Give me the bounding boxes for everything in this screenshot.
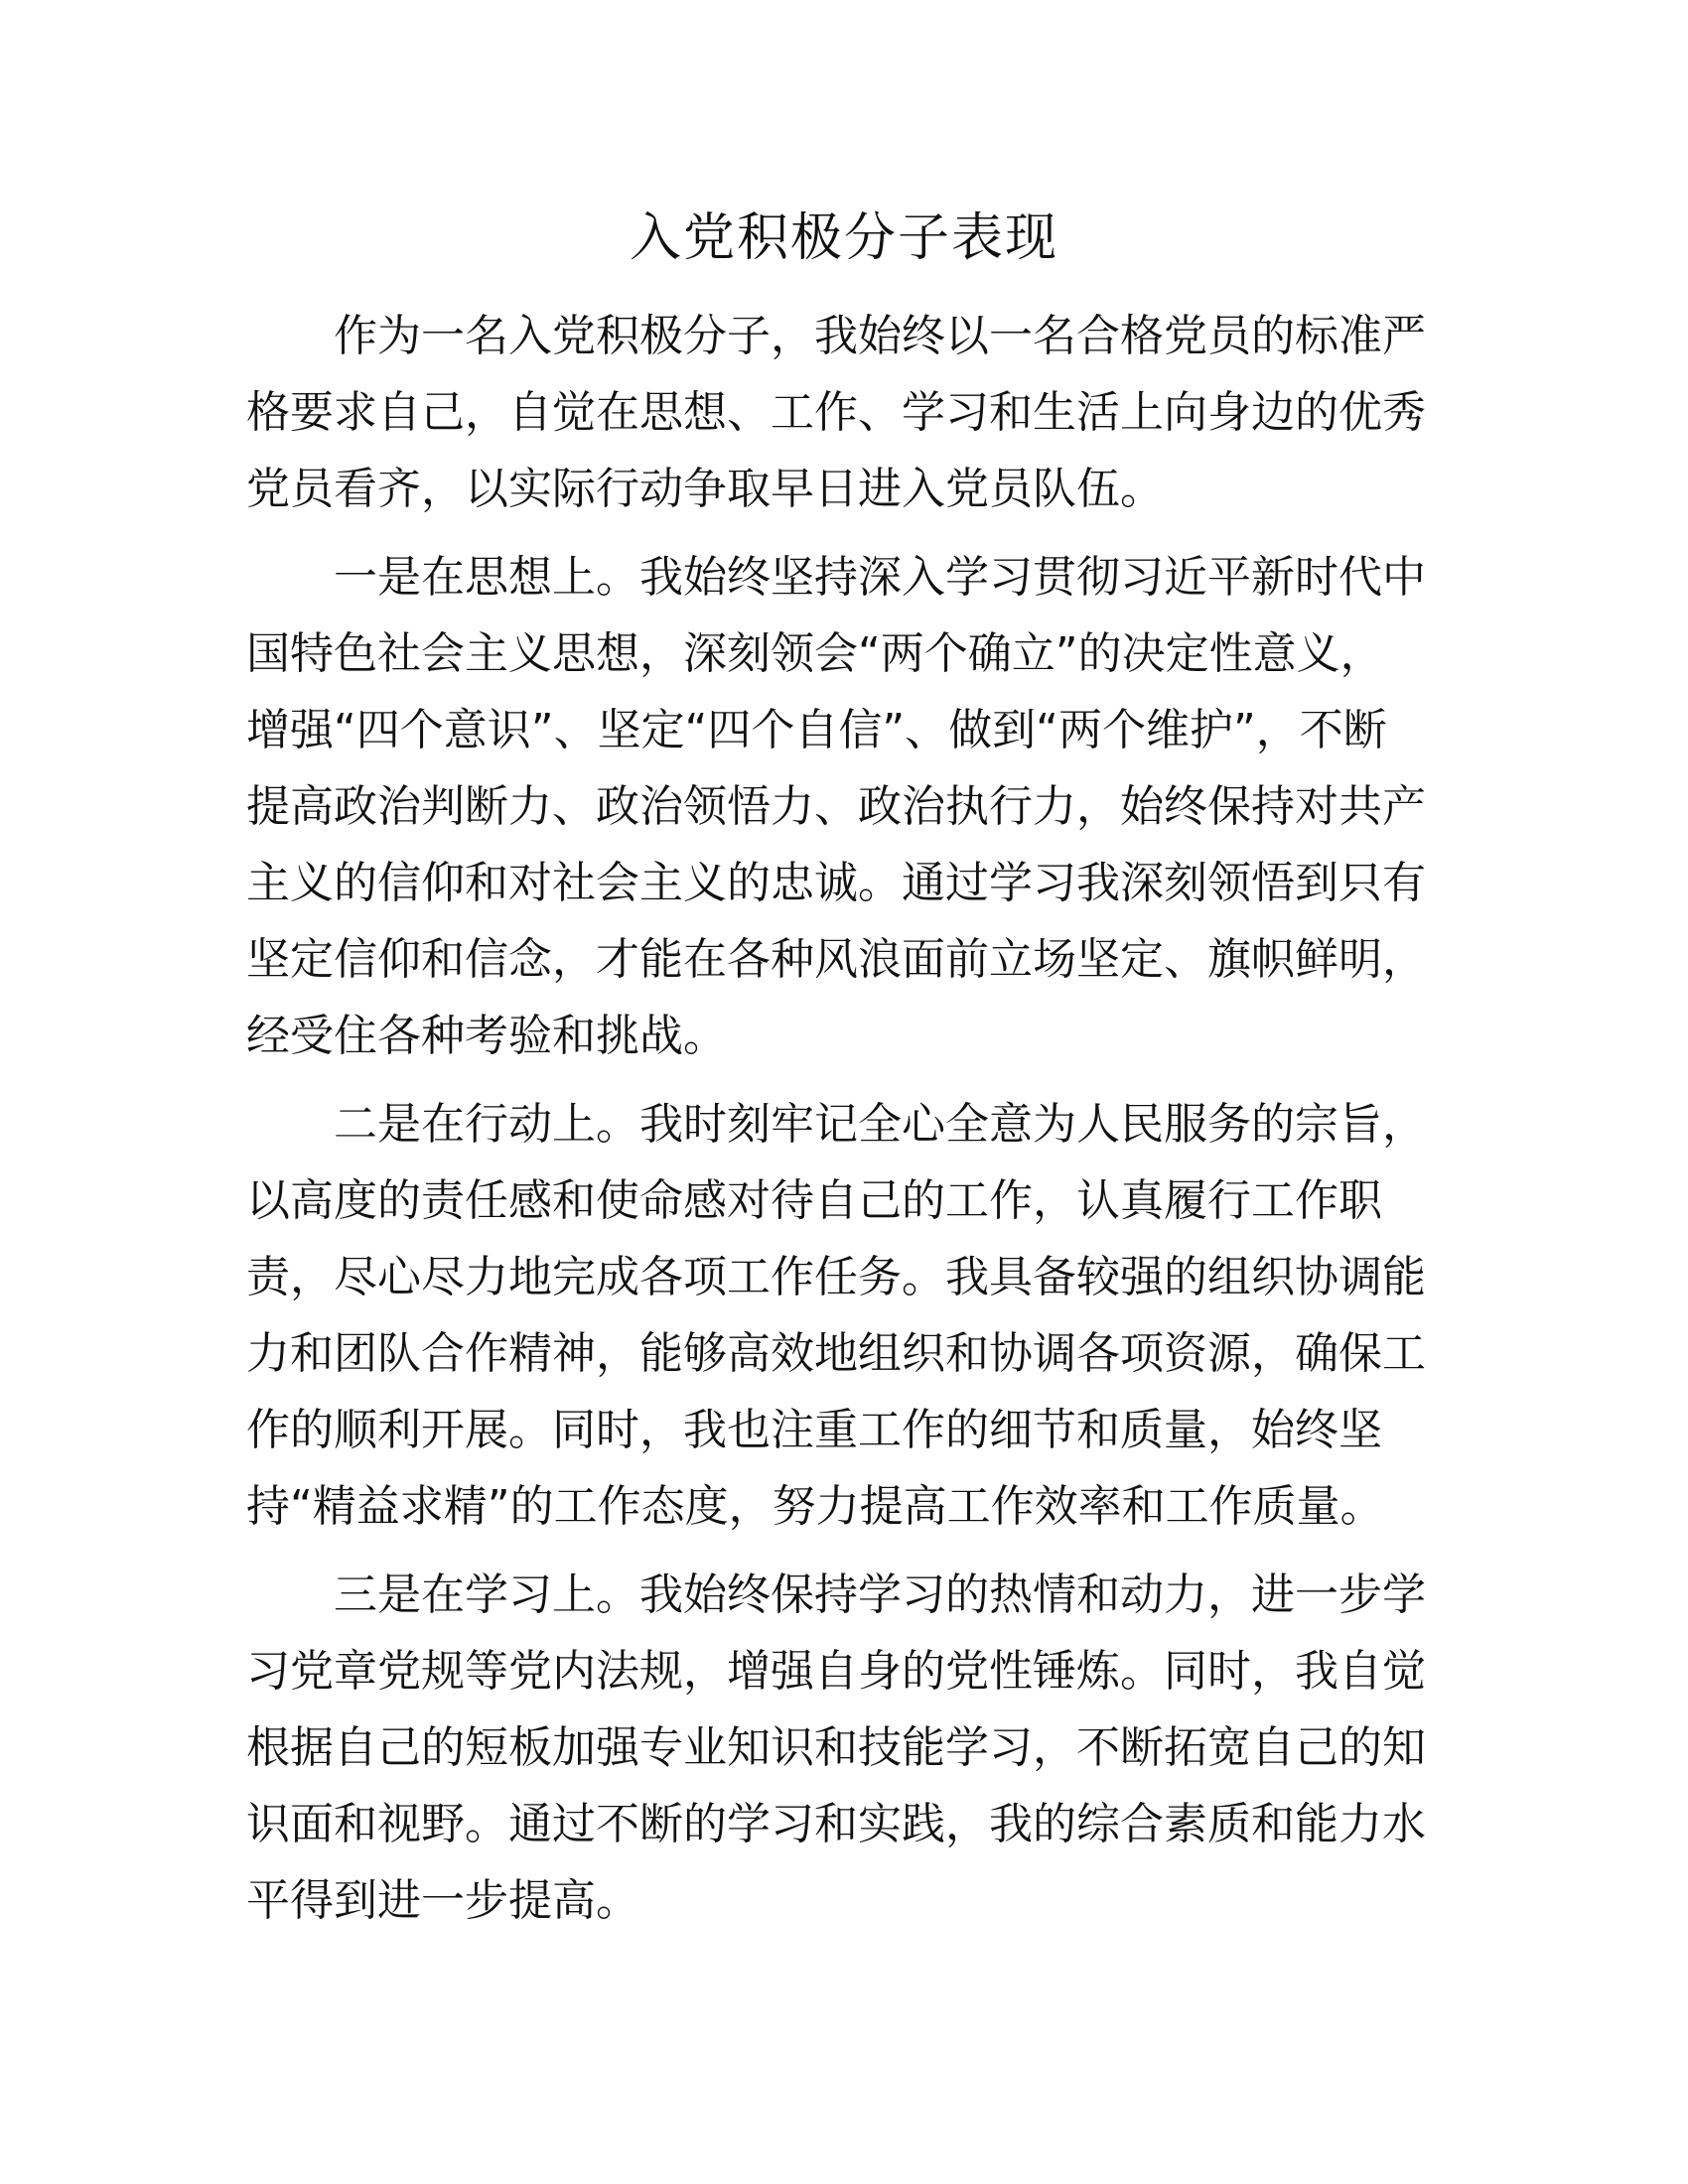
text-line: 识面和视野。通过不断的学习和实践，我的综合素质和能力水 <box>246 1799 1426 1849</box>
paragraph-study <box>246 1557 1438 1939</box>
paragraph-intro <box>246 298 1438 527</box>
document-body <box>246 298 1438 1939</box>
text-line: 责，尽心尽力地完成各项工作任务。我具备较强的组织协调能 <box>246 1252 1426 1302</box>
text-line: 经受住各种考验和挑战。 <box>246 1011 727 1061</box>
text-line: 坚定信仰和信念，才能在各种风浪面前立场坚定、旗帜鲜明， <box>246 934 1426 985</box>
text-line: 增强“四个意识”、坚定“四个自信”、做到“两个维护”，不断 <box>246 705 1387 755</box>
text-line: 提高政治判断力、政治领悟力、政治执行力，始终保持对共产 <box>246 781 1426 832</box>
text-line: 党员看齐，以实际行动争取早日进入党员队伍。 <box>246 464 1164 514</box>
text-line: 主义的信仰和对社会主义的忠诚。通过学习我深刻领悟到只有 <box>246 858 1426 908</box>
paragraph-thought <box>246 539 1438 1074</box>
text-line: 国特色社会主义思想，深刻领会“两个确立”的决定性意义， <box>246 628 1384 679</box>
text-line: 持“精益求精”的工作态度，努力提高工作效率和工作质量。 <box>246 1481 1384 1532</box>
text-line: 格要求自己，自觉在思想、工作、学习和生活上向身边的优秀 <box>246 387 1426 438</box>
text-line: 根据自己的短板加强专业知识和技能学习，不断拓宽自己的知 <box>246 1722 1426 1773</box>
text-line: 习党章党规等党内法规，增强自身的党性锤炼。同时，我自觉 <box>246 1646 1426 1697</box>
text-line: 以高度的责任感和使命感对待自己的工作，认真履行工作职 <box>246 1175 1382 1226</box>
text-line: 平得到进一步提高。 <box>246 1875 639 1926</box>
text-line: 作的顺利开展。同时，我也注重工作的细节和质量，始终坚 <box>246 1405 1382 1455</box>
text-line: 一是在思想上。我始终坚持深入学习贯彻习近平新时代中 <box>334 552 1426 603</box>
document-title: 入党积极分子表现 <box>629 208 1058 268</box>
text-line: 三是在学习上。我始终保持学习的热情和动力，进一步学 <box>334 1570 1426 1620</box>
text-line: 力和团队合作精神，能够高效地组织和协调各项资源，确保工 <box>246 1328 1426 1379</box>
paragraph-action <box>246 1086 1438 1545</box>
text-line: 二是在行动上。我时刻牢记全心全意为人民服务的宗旨， <box>334 1099 1426 1150</box>
text-line: 作为一名入党积极分子，我始终以一名合格党员的标准严 <box>334 311 1426 361</box>
